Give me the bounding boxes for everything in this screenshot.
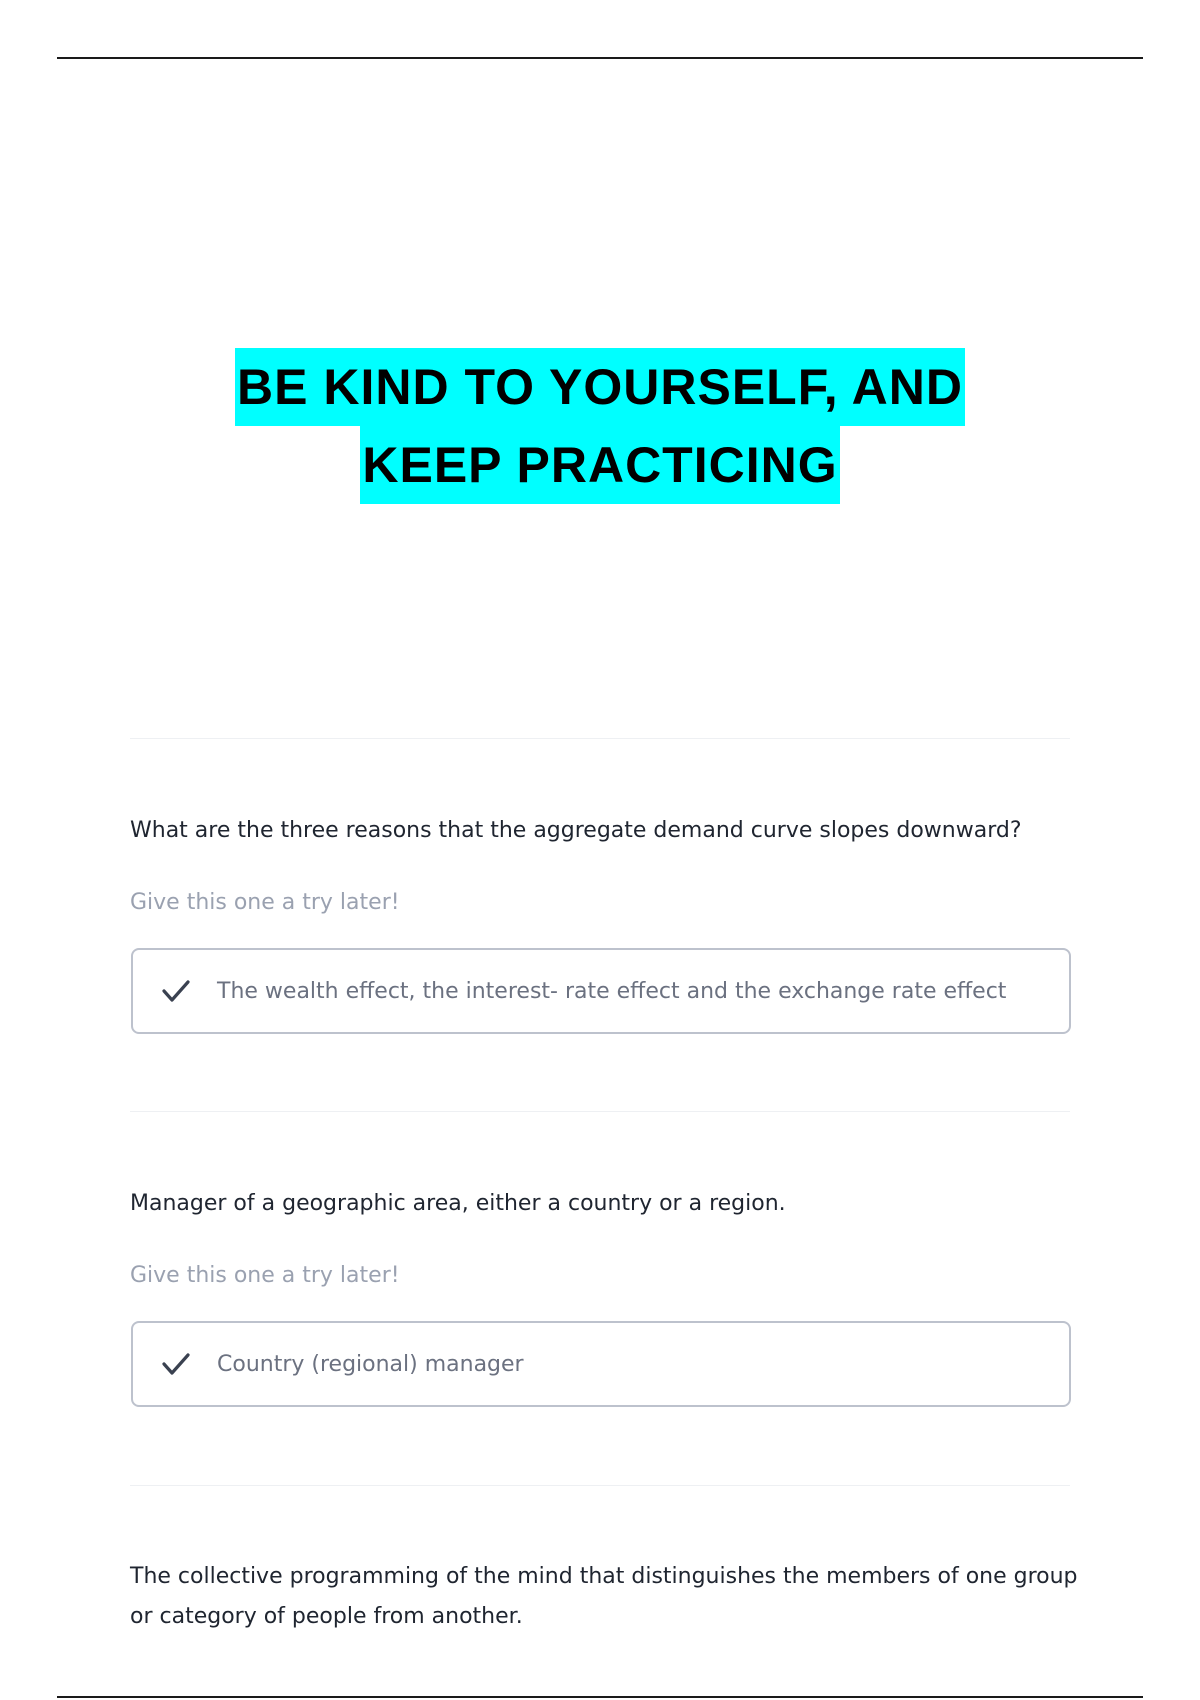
check-icon xyxy=(159,1347,193,1381)
question-text: What are the three reasons that the aggregate demand curve slopes downward? xyxy=(130,818,1022,843)
answer-box[interactable] xyxy=(131,1321,1071,1407)
answer-box[interactable] xyxy=(131,948,1071,1034)
banner-line-2: KEEP PRACTICING xyxy=(360,426,839,504)
check-icon xyxy=(159,974,193,1008)
card-divider xyxy=(130,1111,1070,1112)
try-later-hint: Give this one a try later! xyxy=(130,1263,400,1288)
banner-line-1: BE KIND TO YOURSELF, AND xyxy=(235,348,965,426)
answer-text: Country (regional) manager xyxy=(217,1351,524,1377)
question-text: Manager of a geographic area, either a country or a region. xyxy=(130,1191,786,1216)
card-divider xyxy=(130,738,1070,739)
page-bottom-rule xyxy=(57,1696,1143,1698)
answer-text: The wealth effect, the interest- rate effect and the exchange rate effect xyxy=(217,978,1007,1004)
card-divider xyxy=(130,1485,1070,1486)
motivation-banner xyxy=(0,348,1200,504)
question-text: The collective programming of the mind that distinguishes the members of one group or category of people from another. xyxy=(130,1564,1078,1629)
try-later-hint: Give this one a try later! xyxy=(130,890,400,915)
page-top-rule xyxy=(57,57,1143,59)
